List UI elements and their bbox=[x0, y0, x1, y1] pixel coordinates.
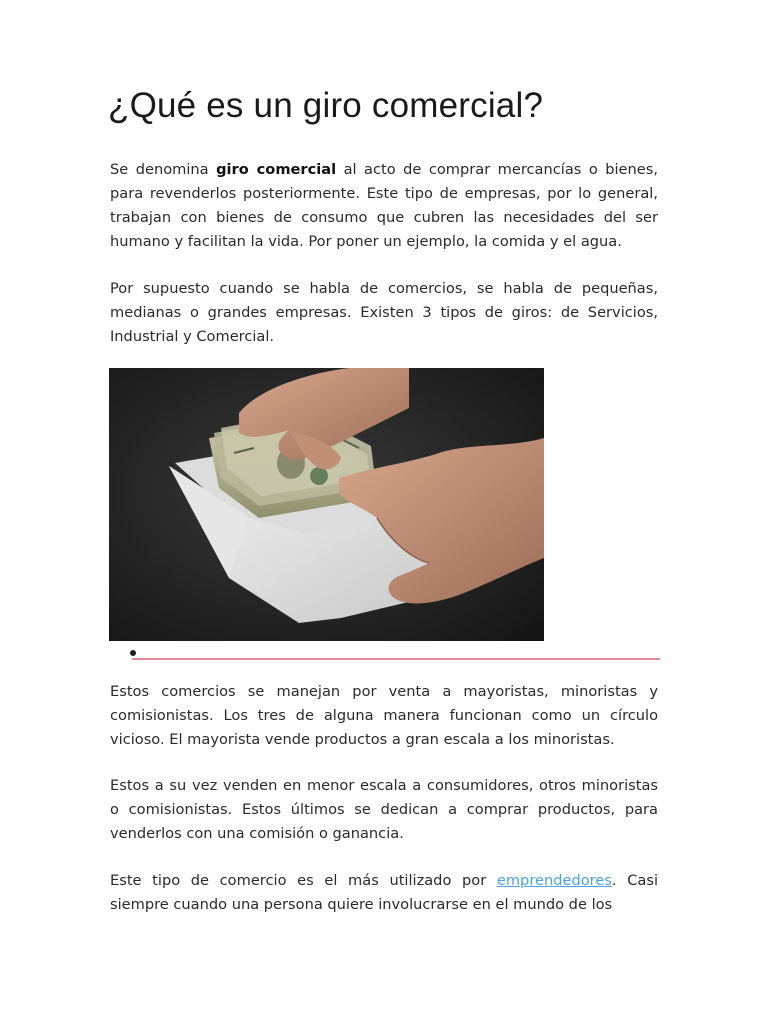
paragraph-definition bbox=[110, 158, 658, 254]
emprendedores-link[interactable]: emprendedores bbox=[496, 872, 612, 889]
paragraph-distribution: Estos comercios se manejan por venta a mayoristas, minoristas y comisionistas. Los tres de alguna manera funcionan como un círculo vicioso. El mayorista vende productos a gran escala a los minoristas. bbox=[110, 683, 658, 748]
paragraph-text: al acto de comprar mercancías o bienes, para revenderlos posteriormente. Este tipo de empresas, por lo general, trabajan con bienes de consumo que cubren las necesidades del ser humano y facilitan la vida. Por poner un ejemplo, la comida y el agua. bbox=[110, 161, 658, 250]
paragraph-business-sizes: Por supuesto cuando se habla de comercios, se habla de pequeñas, medianas o grandes empresas. Existen 3 tipos de giros: de Servicios, Industrial y Comercial. bbox=[110, 280, 658, 345]
list-bullet bbox=[130, 650, 136, 656]
money-envelope-photo bbox=[109, 368, 544, 641]
paragraph-entrepreneurs bbox=[110, 869, 658, 917]
paragraph-text: Este tipo de comercio es el más utilizado por bbox=[110, 872, 497, 889]
divider-line bbox=[132, 658, 660, 660]
page-title: ¿Qué es un giro comercial? bbox=[108, 86, 544, 125]
paragraph-text: . Casi siempre cuando una persona quiere involucrarse en el mundo de los bbox=[110, 872, 658, 913]
bold-term: giro comercial bbox=[216, 161, 337, 178]
paragraph-commission: Estos a su vez venden en menor escala a consumidores, otros minoristas o comisionistas. Estos últimos se dedican a comprar productos, para venderlos con una comisión o ganancia. bbox=[110, 777, 658, 842]
paragraph-text: Se denomina bbox=[110, 161, 217, 178]
